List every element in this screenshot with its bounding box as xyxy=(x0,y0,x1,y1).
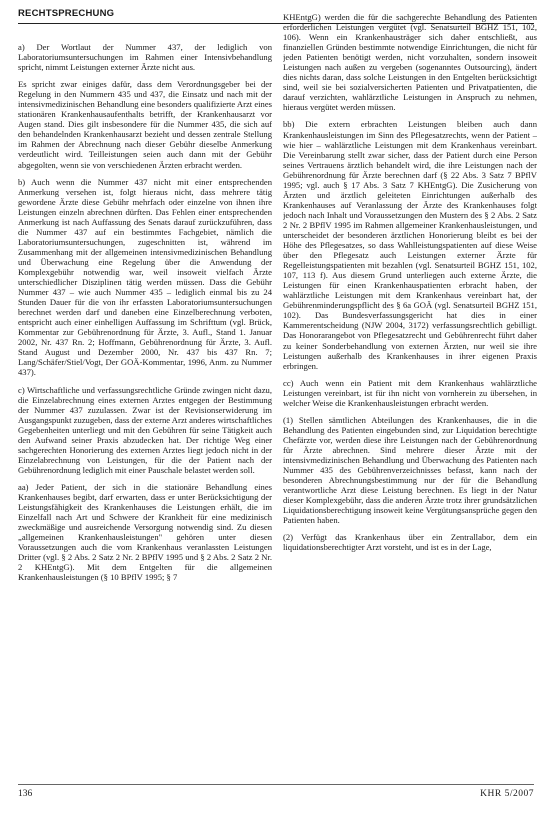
paragraph: cc) Auch wenn ein Patient mit dem Krankenhaus wahlärztliche Leistungen vereinbart, ist für ihn nicht von vornherein zu übersehen, in welcher Weise die Krankenhausleistungen erbracht werden. xyxy=(283,377,537,408)
paragraph: Es spricht zwar einiges dafür, dass dem Verordnungsgeber bei der Regelung in den Nummern 435 und 437, die Einsatz und nach mit der intensivmedizinischen Behandlung eine besonders qualifizierte Arzt eines stationären Krankenhausaufenthalts betrifft, der Krankenhausarzt vor Augen stand. Dies gilt insbesondere für die Nummer 435, die sich auf den behandelnden Krankenhausarzt bezieht und dessen zentrale Stellung im Rahmen der Abrechnung nach dieser Gebühr dieselbe Anmerkung verdeutlicht wird. Teilleistungen seien auch dann mit der Gebühr abgegolten, wenn sie von verschiedenen Ärzten erbracht werden. xyxy=(18,79,272,170)
paragraph: c) Wirtschaftliche und verfassungsrechtliche Gründe zwingen nicht dazu, die Einzelabrechnung eines externen Arztes entgegen der Bestimmung der Nummer 437 zuzulassen. Zwar ist der Revisionserwiderung im Ausgangspunkt zuzugeben, dass der externe Arzt anderes wirtschaftliches Gegebenheiten unterliegt und mit den Gebühren für seine Tätigkeit auch den Aufwand seiner Praxis abzudecken hat. Der richtige Weg einer sachgerechten Honorierung des externen Arztes liegt jedoch nicht in der Einzelabrechnung von Leistungen, für die der Patient nach der Gebührenordnung lediglich mit einer Pauschale belastet werden soll. xyxy=(18,384,272,475)
journal-issue: KHR 5/2007 xyxy=(480,789,534,799)
paragraph: a) Der Wortlaut der Nummer 437, der lediglich von Laboratoriumsuntersuchungen im Rahmen einer Intensivbehandlung spricht, nimmt Leistungen externer Ärzte nicht aus. xyxy=(18,42,272,73)
page-footer xyxy=(18,784,534,799)
paragraph: (2) Verfügt das Krankenhaus über ein Zentrallabor, dem ein liquidationsberechtigter Arzt vorsteht, und ist es in der Lage, xyxy=(283,532,537,553)
paragraph: aa) Jeder Patient, der sich in die stationäre Behandlung eines Krankenhauses begibt, darf erwarten, dass er unter Berücksichtigung der Leistungsfähigkeit des Krankenhauses die Leistungen erhält, die im Einzelfall nach Art und Schwere der Krankheit für eine medizinisch zweckmäßige und ausreichende Versorgung notwendig sind. Zu diesen „allgemeinen Krankenhausleistungen" gehören unter diesen Voraussetzungen auch die vom Krankenhaus veranlassten Leistungen Dritter (vgl. § 2 Abs. 2 Satz 2 Nr. 2 BPflV 1995 und § 2 Abs. 2 Satz 2 Nr. 2 KHEntgG). Mit dem Entgelten für die allgemeinen Krankenhausleistungen (§ 10 BPflV 1995; § 7 xyxy=(18,481,272,583)
left-column xyxy=(18,42,272,777)
paragraph: (1) Stellen sämtlichen Abteilungen des Krankenhauses, die in die Behandlung des Patienten eingebunden sind, zur Liquidation berechtigte Chefärzte vor, werden diese ihre Leistungen nach der Gebührenordnung für Ärzte abrechnen. Sind mehrere dieser Ärzte mit der intensivmedizinischen Behandlung und Überwachung des Patienten nach Nummer 435 des Gebührenverzeichnisses befasst, kann nach der besonderen Abrechnungsbestimmung nur der für die Behandlung verantwortliche Arzt diese Leistung berechnen. Es liegt in der Natur dieser Komplexgebühr, dass die anderen Ärzte trotz ihrer grundsätzlichen Liquidationsberechtigung insoweit keine Vergütungsansprüche gegen den Patienten haben. xyxy=(283,414,537,526)
right-column xyxy=(283,12,537,777)
section-header: RECHTSPRECHUNG xyxy=(18,8,534,24)
paragraph: bb) Die extern erbrachten Leistungen bleiben auch dann Krankenhausleistungen im Sinn des Pflegesatzrechts, wenn der Patient – wie hier – wahlärztliche Leistungen mit dem Krankenhaus vereinbart. Die Vereinbarung stellt zwar sicher, dass der Patient durch eine Person seines Vertrauens ärztlich behandelt wird, die ihre Leistungen nach der Gebührenordnung für Ärzte berechnen darf (§ 22 Abs. 3 Satz 7 BPflV 1995; vgl. auch § 17 Abs. 3 Satz 7 KHEntgG). Die Zusicherung von Ärzten und ärztlich geleiteten Einrichtungen außerhalb des Krankenhauses auf Veranlassung der Ärzte des Krankenhauses folgt jedoch nach Inhalt und Voraussetzungen den Mustern des § 2 Abs. 2 Satz 2 Nr. 2 BPflV 1995 im Rahmen allgemeiner Krankenhausleistungen, und unterscheidet der besonderen ärztlichen Honorierung bleibt es bei der Höhe des Pflegesatzes, so dass Wahlleistungspatienten auf diese Weise über den Pflegesatz auch Leistungen externer Ärzte für Regelleistungspatienten mit bezahlen (vgl. Senatsurteil BGHZ 151, 102, 107, 113 f). Aus diesem Grund unterliegen auch externe Ärzte, die Leistungen für einen Krankenhauspatienten erbracht haben, der wahlärztliche Leistungen mit dem Krankenhaus vereinbart hat, der Gebührenminderungspflicht des § 6a GOÄ (vgl. Senatsurteil BGHZ 151, 102). Das Bundesverfassungsgericht hat dies in einer Kammerentscheidung (NJW 2004, 3172) verfassungsrechtlich gebilligt. Das Honorarangebot von Pflegesatzrecht und Gebührenrecht führt daher zu keiner Sonderbehandlung von externen Ärzten, nur weil sie ihre Leistungen außerhalb des Krankenhauses in ihrer eigenen Praxis erbringen. xyxy=(283,119,537,371)
page-number: 136 xyxy=(18,789,33,799)
paragraph: KHEntgG) werden die für die sachgerechte Behandlung des Patienten erforderlichen Leistungen vergütet (vgl. Senatsurteil BGHZ 151, 102, 106). Wenn ein Krankenhausträger sich daher entschließt, aus finanziellen Gründen bestimmte notwendige Einrichtungen, die nicht für jeden Patienten benötigt werden, nicht vorzuhalten, sondern insoweit Leistungen nach außen zu vergeben (sogenanntes Outsourcing), ändert dies nichts daran, dass solche Leistungen in den Entgelten berücksichtigt sind, weil sie bei sozialversicherten Patienten und Privatpatienten, die darauf verzichten, wahlärztliche Leistungen in Anspruch zu nehmen, hieraus vergütet werden müssen. xyxy=(283,12,537,113)
paragraph: b) Auch wenn die Nummer 437 nicht mit einer entsprechenden Anmerkung versehen ist, folgt hieraus nicht, dass mehrere tätig gewordene Ärzte diese Gebühr mehrfach oder einzelne von ihnen ihre Leistungen einzeln abrechnen dürften. Das Fehlen einer entsprechenden Anmerkung ist nach Auffassung des Senats darauf zurückzuführen, dass die Nummer 437 auf ein bestimmtes Fachgebiet, nämlich die Laboratoriumsuntersuchungen, zugeschnitten ist, während im Zusammenhang mit der allgemeinen intensivmedizinischen Behandlung und Überwachung eine Regelung über die Anwendung der Komplexgebühr notwendig war, weil insoweit vielfach Ärzte unterschiedlicher Disziplinen tätig werden müssen. Dass die Gebühr Nummer 437 – wie auch Nummer 435 – lediglich einmal bis zu 24 Stunden Dauer für die von ihr erfassten Laboratoriumsuntersuchungen berechnet werden darf und daneben eine Einzelberechnung verboten, entspricht auch einer einhelligen Auffassung im Schrifttum (vgl. Brück, Kommentar zur Gebührenordnung für Ärzte, 3. Aufl., Stand 1. Januar 2002, Nr. 437 Rn. 2; Hoffmann, Gebührenordnung für Ärzte, 3. Aufl. Stand August und Dezember 2000, Nr. 437 bis 437 Rn. 7; Lang/Schäfer/Stiel/Vogt, Der GOÄ-Kommentar, 1996, Anm. zu Nummer 437). xyxy=(18,176,272,378)
